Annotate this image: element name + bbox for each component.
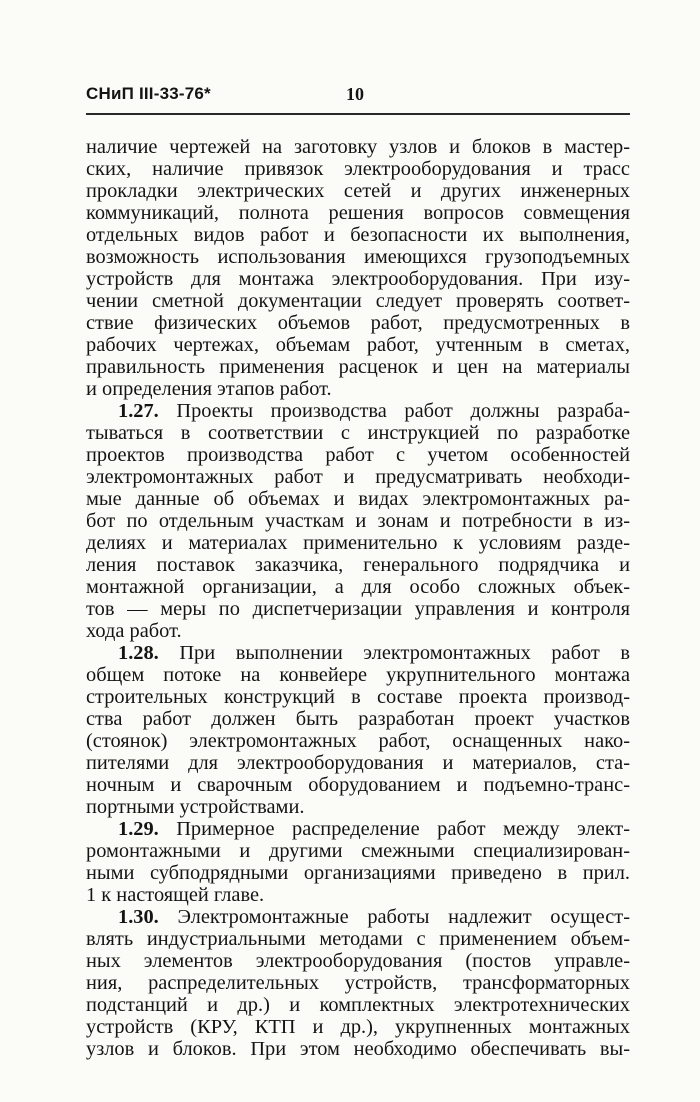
text-line: тываться в соответствии с инструкцией по разработке <box>86 422 630 444</box>
paragraph-1-30 <box>86 906 630 1060</box>
text-line <box>86 400 630 422</box>
text-line: устройств (КРУ, КТП и др.), укрупненных монтажных <box>86 1016 630 1038</box>
text-line: ными субподрядными организациями приведено в прил. <box>86 862 630 884</box>
page-header <box>86 84 632 114</box>
paragraph-1-28 <box>86 642 630 818</box>
text-line: отдельных видов работ и безопасности их выполнения, <box>86 224 630 246</box>
header-divider <box>86 113 630 115</box>
text-line: ния, распределительных устройств, трансформаторных <box>86 972 630 994</box>
text-line: строительных конструкций в составе проекта производ- <box>86 686 630 708</box>
text-line: рабочих чертежах, объемам работ, учтенным в сметах, <box>86 334 630 356</box>
clause-number: 1.28. <box>118 642 159 664</box>
paragraph-continuation <box>86 136 630 400</box>
paragraph-1-27 <box>86 400 630 642</box>
text-line: ных элементов электрооборудования (постов управле- <box>86 950 630 972</box>
text-line: проектов производства работ с учетом особенностей <box>86 444 630 466</box>
text-line: подстанций и др.) и комплектных электротехнических <box>86 994 630 1016</box>
text-line: электромонтажных работ и предусматривать необходи- <box>86 466 630 488</box>
paragraph-1-29 <box>86 818 630 906</box>
text-line-content: При выполнении электромонтажных работ в <box>179 642 630 664</box>
text-line: монтажной организации, а для особо сложных объек- <box>86 576 630 598</box>
text-line: устройств для монтажа электрооборудования. При изу- <box>86 268 630 290</box>
text-line: делиях и материалах применительно к условиям разде- <box>86 532 630 554</box>
text-line: общем потоке на конвейере укрупнительного монтажа <box>86 664 630 686</box>
text-line: 1 к настоящей главе. <box>86 884 265 906</box>
text-line: ления поставок заказчика, генерального подрядчика и <box>86 554 630 576</box>
text-line: хода работ. <box>86 620 182 642</box>
body-text <box>86 136 630 1060</box>
text-line <box>86 818 630 840</box>
text-line: мые данные об объемах и видах электромонтажных ра- <box>86 488 630 510</box>
text-line: тов — меры по диспетчеризации управления и контроля <box>86 598 630 620</box>
text-line: узлов и блоков. При этом необходимо обеспечивать вы- <box>86 1038 630 1060</box>
text-line: и определения этапов работ. <box>86 378 332 400</box>
text-line: портными устройствами. <box>86 796 305 818</box>
text-line-content: Примерное распределение работ между элект- <box>176 818 630 840</box>
text-line: влять индустриальными методами с применением объем- <box>86 928 630 950</box>
text-line: ских, наличие привязок электрооборудования и трасс <box>86 158 630 180</box>
text-line: бот по отдельным участкам и зонам и потребности в из- <box>86 510 630 532</box>
text-line: прокладки электрических сетей и других инженерных <box>86 180 630 202</box>
text-line: наличие чертежей на заготовку узлов и блоков в мастер- <box>86 136 630 158</box>
text-line: ночным и сварочным оборудованием и подъемно-транс- <box>86 774 630 796</box>
text-line: пителями для электрооборудования и материалов, ста- <box>86 752 630 774</box>
text-line: возможность использования имеющихся грузоподъемных <box>86 246 630 268</box>
page-number: 10 <box>346 84 364 104</box>
text-line: ромонтажными и другими смежными специализирован- <box>86 840 630 862</box>
clause-number: 1.30. <box>118 906 159 928</box>
document-code: СНиП III-33-76* <box>86 84 211 103</box>
clause-number: 1.29. <box>118 818 159 840</box>
text-line: правильность применения расценок и цен на материалы <box>86 356 630 378</box>
text-line-content: Электромонтажные работы надлежит осущест- <box>177 906 630 928</box>
text-line: коммуникаций, полнота решения вопросов совмещения <box>86 202 630 224</box>
clause-number: 1.27. <box>118 400 159 422</box>
text-line: ства работ должен быть разработан проект участков <box>86 708 630 730</box>
text-line: ствие физических объемов работ, предусмотренных в <box>86 312 630 334</box>
text-line <box>86 906 630 928</box>
text-line <box>86 642 630 664</box>
text-line-content: Проекты производства работ должны разраба- <box>176 400 630 422</box>
text-line: чении сметной документации следует проверять соответ- <box>86 290 630 312</box>
text-line: (стоянок) электромонтажных работ, оснащенных нако- <box>86 730 630 752</box>
